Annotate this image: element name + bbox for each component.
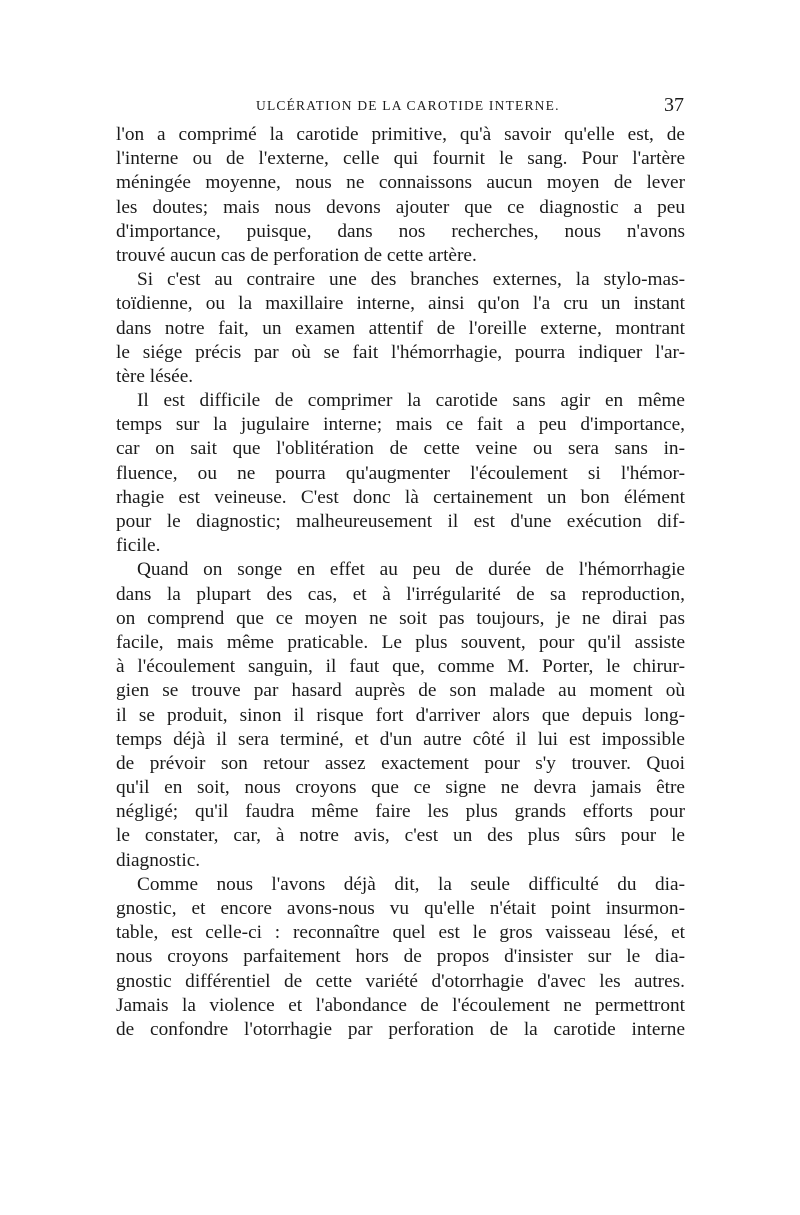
text-line: trouvé aucun cas de perforation de cette artère. bbox=[116, 244, 477, 266]
text-line: à l'écoulement sanguin, il faut que, comme M. Porter, le chirur- bbox=[116, 656, 685, 678]
text-line: dans la plupart des cas, et à l'irrégularité de sa reproduction, bbox=[116, 583, 685, 605]
text-line: l'interne ou de l'externe, celle qui fournit le sang. Pour l'artère bbox=[116, 148, 685, 170]
text-line: méningée moyenne, nous ne connaissons aucun moyen de lever bbox=[116, 172, 685, 194]
text-line: d'importance, puisque, dans nos recherches, nous n'avons bbox=[116, 220, 685, 242]
page-header bbox=[116, 94, 684, 122]
text-line: gnostic, et encore avons-nous vu qu'elle n'était point insurmon- bbox=[116, 898, 685, 919]
text-line: facile, mais même praticable. Le plus souvent, pour qu'il assiste bbox=[116, 631, 685, 653]
text-line: on comprend que ce moyen ne soit pas toujours, je ne dirai pas bbox=[116, 607, 685, 629]
text-line: ficile. bbox=[116, 535, 161, 557]
text-line: temps déjà il sera terminé, et d'un autre côté il lui est impossible bbox=[116, 728, 685, 750]
text-line: temps sur la jugulaire interne; mais ce fait a peu d'importance, bbox=[116, 414, 685, 436]
text-line: qu'il en soit, nous croyons que ce signe ne devra jamais être bbox=[116, 777, 685, 799]
text-line: Il est difficile de comprimer la carotide sans agir en même bbox=[137, 390, 685, 412]
text-line: les doutes; mais nous devons ajouter que ce diagnostic a peu bbox=[116, 196, 685, 218]
text-line: car on sait que l'oblitération de cette veine ou sera sans in- bbox=[116, 438, 685, 460]
text-line: diagnostic. bbox=[116, 849, 201, 871]
text-line: Quand on songe en effet au peu de durée de l'hémorrhagie bbox=[137, 559, 685, 581]
text-line: il se produit, sinon il risque fort d'arriver alors que depuis long- bbox=[116, 704, 685, 726]
text-line: dans notre fait, un examen attentif de l'oreille externe, montrant bbox=[116, 317, 685, 339]
text-line: tère lésée. bbox=[116, 365, 194, 387]
text-line: rhagie est veineuse. C'est donc là certainement un bon élément bbox=[116, 486, 685, 508]
text-line: Comme nous l'avons déjà dit, la seule difficulté du dia- bbox=[137, 873, 685, 895]
text-line: toïdienne, ou la maxillaire interne, ainsi qu'on l'a cru un instant bbox=[116, 293, 685, 315]
text-line: le siége précis par où se fait l'hémorrhagie, pourra indiquer l'ar- bbox=[116, 341, 685, 363]
text-line: fluence, ou ne pourra qu'augmenter l'écoulement si l'hémor- bbox=[116, 462, 685, 484]
text-line: gnostic différentiel de cette variété d'otorrhagie d'avec les autres. bbox=[116, 970, 685, 992]
text-line: de confondre l'otorrhagie par perforation de la carotide interne bbox=[116, 1018, 685, 1040]
text-line: table, est celle-ci : reconnaître quel est le gros vaisseau lésé, et bbox=[116, 922, 685, 944]
text-line: nous croyons parfaitement hors de propos d'insister sur le dia- bbox=[116, 946, 685, 968]
page-number: 37 bbox=[664, 94, 684, 116]
text-line: le constater, car, à notre avis, c'est un des plus sûrs pour le bbox=[116, 825, 685, 847]
text-line: de prévoir son retour assez exactement pour s'y trouver. Quoi bbox=[116, 752, 685, 774]
text-line: négligé; qu'il faudra même faire les plus grands efforts pour bbox=[116, 801, 685, 823]
body-text bbox=[116, 123, 685, 1042]
text-line: Jamais la violence et l'abondance de l'écoulement ne permettront bbox=[116, 994, 685, 1016]
text-line: pour le diagnostic; malheureusement il est d'une exécution dif- bbox=[116, 511, 685, 532]
text-line: gien se trouve par hasard auprès de son malade au moment où bbox=[116, 680, 685, 702]
text-line: l'on a comprimé la carotide primitive, qu'à savoir qu'elle est, de bbox=[116, 124, 685, 145]
running-title: ULCÉRATION DE LA CAROTIDE INTERNE. bbox=[256, 98, 560, 113]
text-line: Si c'est au contraire une des branches externes, la stylo-mas- bbox=[137, 269, 685, 291]
